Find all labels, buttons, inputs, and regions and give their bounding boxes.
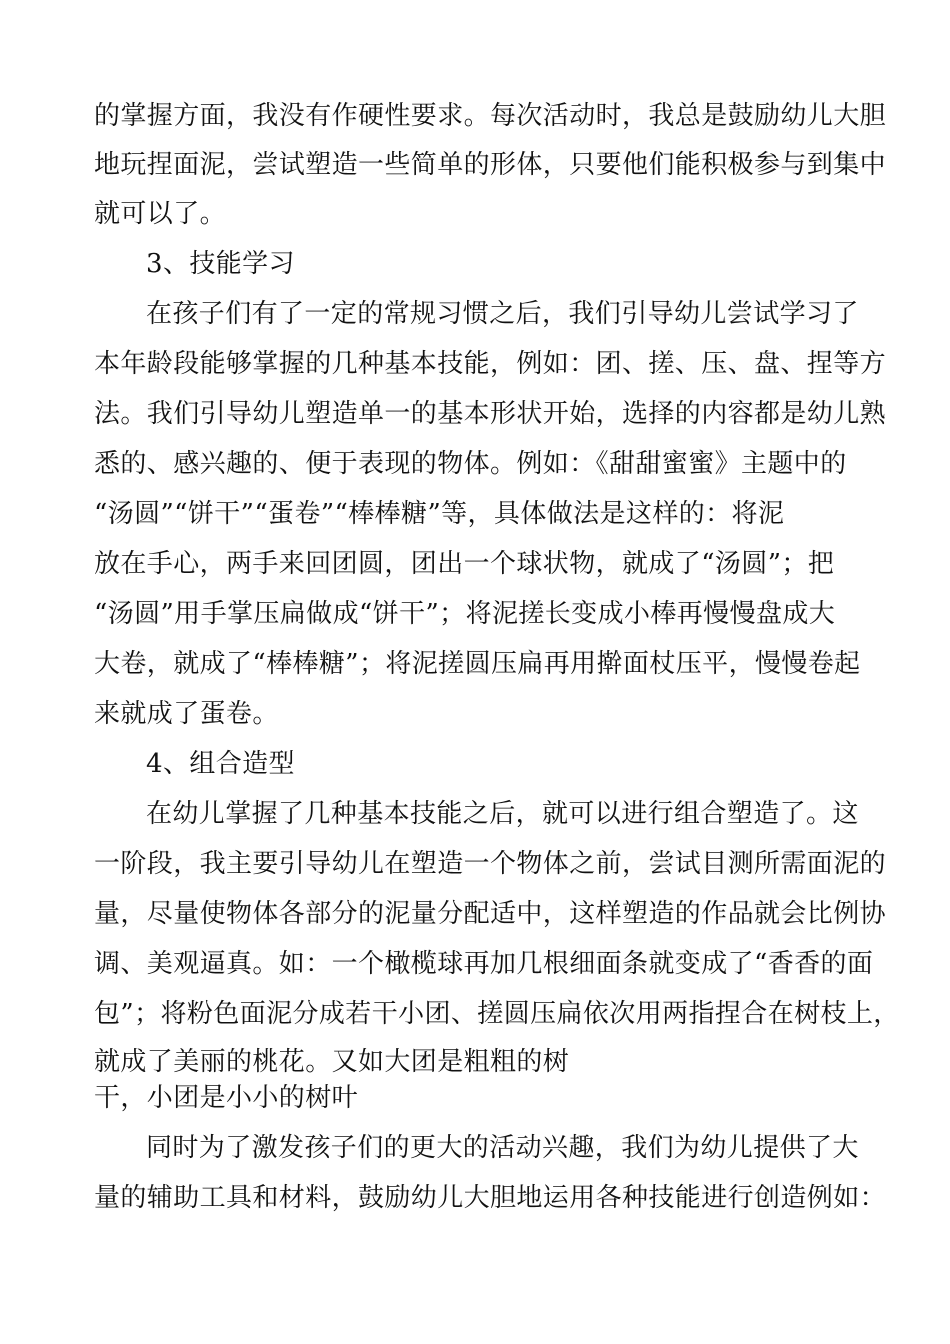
text-line: 在孩子们有了一定的常规习惯之后，我们引导幼儿尝试学习了 (146, 299, 859, 329)
text-line: 法。我们引导幼儿塑造单一的基本形状开始，选择的内容都是幼儿熟 (94, 399, 887, 429)
text-line: 就成了美丽的桃花。又如大团是粗粗的树 (94, 1047, 570, 1077)
text-line: 量的辅助工具和材料，鼓励幼儿大胆地运用各种技能进行创造例如： (94, 1183, 887, 1213)
text-line: 一阶段，我主要引导幼儿在塑造一个物体之前，尝试目测所需面泥的 (94, 849, 887, 879)
text-line: 在幼儿掌握了几种基本技能之后，就可以进行组合塑造了。这 (146, 799, 859, 829)
text-line: “汤圆”“饼干”“蛋卷”“棒棒糖”等，具体做法是这样的：将泥 (94, 499, 785, 529)
text-line: 的掌握方面，我没有作硬性要求。每次活动时，我总是鼓励幼儿大胆 (94, 101, 887, 131)
text-line: 就可以了。 (94, 199, 227, 229)
section-heading: 3、技能学习 (146, 249, 295, 279)
text-line: 同时为了激发孩子们的更大的活动兴趣，我们为幼儿提供了大 (146, 1133, 859, 1163)
section-heading: 4、组合造型 (146, 749, 295, 779)
text-line: 大卷，就成了“棒棒糖”；将泥搓圆压扁再用擀面杖压平，慢慢卷起 (94, 649, 861, 679)
text-line: 量，尽量使物体各部分的泥量分配适中，这样塑造的作品就会比例协 (94, 899, 887, 929)
text-line: 地玩捏面泥，尝试塑造一些简单的形体，只要他们能积极参与到集中 (94, 150, 887, 180)
text-line: 干，小团是小小的树叶 (94, 1083, 359, 1113)
text-line: 放在手心，两手来回团圆，团出一个球状物，就成了“汤圆”；把 (94, 549, 835, 579)
text-line: “汤圆”用手掌压扁做成“饼干”；将泥搓长变成小棒再慢慢盘成大 (94, 599, 836, 629)
text-line: 本年龄段能够掌握的几种基本技能，例如：团、搓、压、盘、捏等方 (94, 349, 887, 379)
text-line: 包”；将粉色面泥分成若干小团、搓圆压扁依次用两指捏合在树枝上， (94, 999, 900, 1029)
text-line: 来就成了蛋卷。 (94, 699, 279, 729)
text-line: 调、美观逼真。如：一个橄榄球再加几根细面条就变成了“香香的面 (94, 949, 874, 979)
text-line: 悉的、感兴趣的、便于表现的物体。例如：《甜甜蜜蜜》主题中的 (94, 449, 847, 479)
